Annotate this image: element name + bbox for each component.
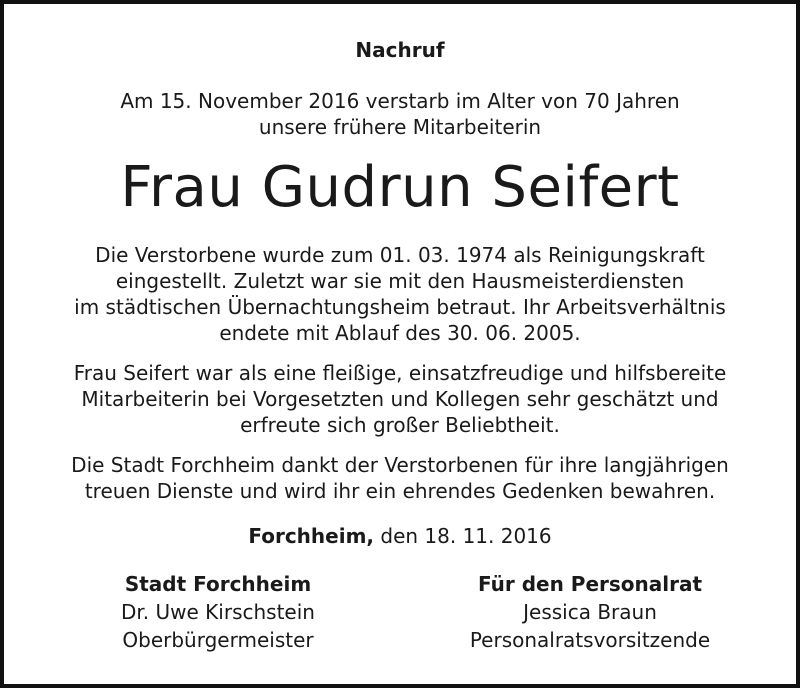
- paragraph-line: Mitarbeiterin bei Vorgesetzten und Kollegen sehr geschätzt und: [81, 387, 719, 411]
- paragraph-line: treuen Dienste und wird ihr ein ehrendes Gedenken bewahren.: [84, 479, 716, 503]
- paragraph-line: erfreute sich großer Beliebtheit.: [240, 413, 560, 437]
- appreciation-paragraph: [4, 360, 796, 438]
- paragraph-line: Frau Seifert war als eine fleißige, einsatzfreudige und hilfsbereite: [73, 361, 727, 385]
- paragraph-line: eingestellt. Zuletzt war sie mit den Hausmeisterdiensten: [115, 269, 685, 293]
- deceased-name: Frau Gudrun Seifert: [120, 155, 680, 220]
- place-and-date: [4, 522, 796, 550]
- signature-city: [38, 570, 398, 654]
- signatory-person: Dr. Uwe Kirschstein: [121, 600, 315, 624]
- intro-text: [4, 88, 796, 140]
- employment-paragraph: [4, 242, 796, 346]
- paragraph-line: Die Verstorbene wurde zum 01. 03. 1974 als Reinigungskraft: [95, 243, 705, 267]
- date: den 18. 11. 2016: [374, 524, 552, 548]
- signatory-org: Stadt Forchheim: [124, 572, 312, 596]
- signatory-org: Für den Personalrat: [477, 572, 703, 596]
- notice-heading: Nachruf: [355, 38, 445, 62]
- paragraph-line: Die Stadt Forchheim dankt der Verstorbenen für ihre langjährigen: [71, 453, 729, 477]
- intro-line: unsere frühere Mitarbeiterin: [258, 115, 542, 139]
- gratitude-paragraph: [4, 452, 796, 504]
- place: Forchheim,: [248, 524, 375, 548]
- signature-staff-council: [410, 570, 770, 654]
- signatory-role: Oberbürgermeister: [122, 628, 314, 652]
- signatory-role: Personalratsvorsitzende: [469, 628, 711, 652]
- intro-line: Am 15. November 2016 verstarb im Alter von 70 Jahren: [120, 89, 680, 113]
- signatory-person: Jessica Braun: [523, 600, 657, 624]
- paragraph-line: im städtischen Übernachtungsheim betraut. Ihr Arbeitsverhältnis: [74, 295, 726, 319]
- paragraph-line: endete mit Ablauf des 30. 06. 2005.: [219, 321, 581, 345]
